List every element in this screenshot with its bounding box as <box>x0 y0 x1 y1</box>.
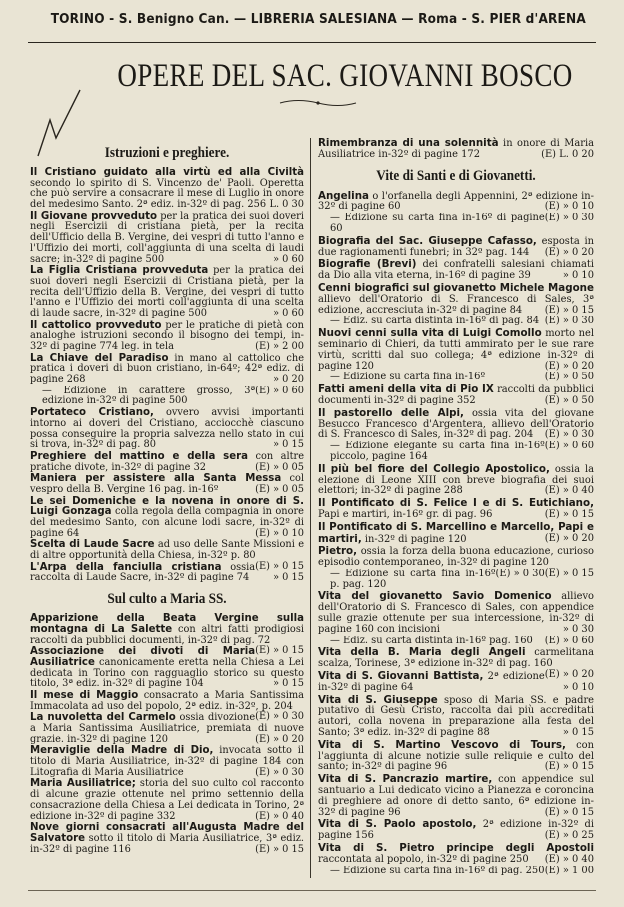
catalog-entry <box>318 498 594 521</box>
entry-price: » 0 60 <box>273 253 304 265</box>
entry-title: Il Cristiano guidato alla virtù ed alla Civiltà <box>30 167 304 178</box>
catalog-entry <box>318 740 594 773</box>
entry-price: (E) » 0 20 <box>255 733 304 745</box>
entry-description: in-32º di pagine 120 <box>364 533 467 545</box>
entry-price: (E) » 2 00 <box>255 341 304 352</box>
entry-title: Associazione dei divoti di Maria Ausiliatrice <box>30 646 256 668</box>
entry-title: Maria Ausiliatrice; <box>30 778 136 790</box>
catalog-entry <box>318 191 594 235</box>
entry-description: ad uso delle Sante Missioni e di altre opportunità della Chiesa, in-32º p. 80 <box>30 539 304 562</box>
entry-description: allievo dell'Oratorio di S. Francesco di Sales, 3ª edizione, accresciuta in-32º di pagine 84 <box>318 293 594 316</box>
entry-description: raccontata al popolo, in-32º di pagine 250 <box>318 853 529 865</box>
entry-description: dei confratelli salesiani chiamati da Dio alla vita eterna, in-16º di pagine 39 <box>318 259 595 282</box>
entry-description: ossia la elezione di Leone XIII con breve biografia dei suoi elettori; in-32º di pagine 288 <box>318 463 595 497</box>
entry-price: (E) » 0 20 <box>544 246 594 258</box>
entry-title: Angelina <box>318 189 369 202</box>
subedition-text: — Ediz. su carta distinta in-16º pag. 160 <box>330 635 533 646</box>
entry-description: ovvero avvisi importanti intorno ai doveri del Cristiano, acciocchè ciascuno possa conseguire la propria salvezza nello stato in cui si trova, in-32º di pag. 80 <box>30 407 305 451</box>
catalog-entry <box>318 236 594 259</box>
entry-price: » 0 30 <box>562 623 594 635</box>
entry-title: Vita di S. Pancrazio martire, <box>318 773 493 786</box>
catalog-entry <box>30 266 304 319</box>
entry-price: (E) » 0 30 <box>544 429 594 441</box>
entry-price: (E) » 0 15 <box>544 806 594 818</box>
subedition-price: (E) » 1 00 <box>544 865 594 876</box>
entry-subedition <box>30 386 304 407</box>
entry-title: Nove giorni consacrati all'Augusta Madre del Salvatore <box>30 822 304 844</box>
entry-price: (E) » 0 40 <box>544 485 594 497</box>
entry-title: Il Pontificato di S. Felice I e di S. Eutichiano, <box>318 497 594 510</box>
subedition-text: — Edizione su carta fina in-16º <box>330 372 486 383</box>
entry-price: (E) » 0 10 <box>544 201 594 213</box>
entry-title: Il pastorello delle Alpi, <box>318 406 464 419</box>
entry-title: Vita di S. Giuseppe <box>318 693 438 706</box>
entry-description: per la pratica dei suoi doveri negli Esercizii di cristiana pietà, per la recita dell'Ufficio della B. Vergine, dei vespri di tutto l'anno e l'Uffizio dei morti, coll'aggiunta di una scelta di laudi sacre; in-32º di pagine 500 <box>30 210 304 265</box>
entry-title: Preghiere del mattino e della sera <box>30 450 249 462</box>
entries-istruzioni <box>30 168 304 584</box>
entry-title: Vita della B. Maria degli Angeli <box>318 646 526 659</box>
entry-title: La Figlia Cristiana provveduta <box>30 265 209 277</box>
entry-description: con l'aggiunta di alcune notizie sulle reliquie e culto del santo; in-32º di pagine 96 <box>318 739 594 773</box>
entry-price: (E) » 0 05 <box>255 483 304 495</box>
entry-price: » 0 15 <box>273 572 304 584</box>
entry-price: (E) » 0 40 <box>255 810 304 822</box>
catalog-entry <box>318 546 594 590</box>
entry-description: morto nel seminario di Chieri, da tutti ammirato per le sue rare virtù, scritti dal suo collega; 4ª edizione in-32º di pagine 120 <box>318 328 595 372</box>
entry-title: Vita del giovanetto Savio Domenico <box>318 590 552 603</box>
entry-title: Cenni biografici sul giovanetto Michele Magone <box>318 281 594 294</box>
section-title-culto-maria: Sul culto a Maria SS. <box>107 591 227 608</box>
subedition-price: (E) » 0 60 <box>544 441 594 452</box>
right-column <box>318 138 594 877</box>
subedition-price: (E) » 0 50 <box>544 372 594 383</box>
entry-price: (E) » 0 25 <box>544 830 594 842</box>
entry-price: (E) » 0 30 <box>255 711 304 723</box>
entry-price: (E) » 0 20 <box>544 532 594 544</box>
entry-description: esposta in due ragionamenti funebri; in 32º pag. 144 <box>318 235 595 258</box>
entry-price: L. 0 30 <box>269 199 304 211</box>
entry-price: (E) » 0 15 <box>255 560 304 572</box>
catalog-entry <box>318 774 594 818</box>
entry-title: Il cattolico provveduto <box>30 319 162 331</box>
subedition-price: (E) » 0 60 <box>544 635 594 646</box>
entry-description: 2ª edizione in-32º di pagine 64 <box>318 671 545 693</box>
entry-subedition <box>318 316 594 327</box>
entry-price: (E) » 0 05 <box>255 461 304 473</box>
entry-price: (E) » 0 20 <box>544 669 594 681</box>
catalog-entry <box>30 497 304 540</box>
entry-price: (E) » 0 30 <box>255 766 304 778</box>
catalog-entry <box>318 591 594 646</box>
entry-description: carmelitana scalza, Torinese, 3ª edizione in-32º di pag. 160 <box>318 647 595 670</box>
entry-price: (E) L. 0 20 <box>541 148 594 160</box>
catalog-entry <box>30 408 304 451</box>
entry-title: Scelta di Laude Sacre <box>30 539 155 551</box>
entry-description: in onore di Maria Ausiliatrice in-32º di pagine 172 <box>318 138 594 160</box>
catalog-entry <box>318 283 594 327</box>
entry-title: Il Giovane provveduto <box>30 210 157 222</box>
subedition-text: — Edizione su carta fina in-16º di pagine 60 <box>330 213 545 234</box>
entry-subedition <box>318 441 594 463</box>
entry-title: Vita di S. Paolo apostolo, <box>318 818 477 831</box>
entry-title: La Chiave del Paradiso <box>30 352 169 364</box>
entry-title: Meraviglie della Madre di Dio, <box>30 745 214 757</box>
entry-description: ossia la forza della buona educazione, curioso episodio contemporaneo, in-32º di pagine 120 <box>318 546 594 569</box>
entry-description: 2ª edizione in-32º di pagine 156 <box>318 819 595 842</box>
subedition-text: — Ediz. su carta distinta in-16º di pag. 84 <box>330 316 540 327</box>
entry-description: Papi e martiri, in-16º gr. di pag. 96 <box>318 508 493 520</box>
entry-rimembranza <box>318 138 594 161</box>
entry-description: con appendice sul santuario a Lui dedicato vicino a Pianezza e coroncina di preghiere ad onore di detto santo, 6ª edizione in-32º di pagine 96 <box>318 774 594 818</box>
entry-title: Le sei Domeniche e la novena in onore di S. Luigi Gonzaga <box>30 495 304 518</box>
entry-description: o l'orfanella degli Appennini, 2ª edizione in-32º di pagine 60 <box>318 190 594 213</box>
entries-culto-maria <box>30 614 304 855</box>
entry-subedition <box>318 866 594 877</box>
entry-description: con altri fatti prodigiosi raccolti da pubblici documenti, in-32º di pag. 72 <box>30 623 304 646</box>
entry-description: colla regola della compagnia in onore del medesimo Santo, con alcune lodi sacre, in-32º di pagine 64 <box>30 506 304 539</box>
catalog-entry <box>318 408 594 463</box>
subedition-price: (E) » 0 30 <box>544 316 594 327</box>
subedition-text: — Edizione in carattere grosso, 3ª edizione in-32º di pagine 500 <box>42 385 256 407</box>
entry-price: (E) » 0 15 <box>544 304 594 316</box>
section-title-istruzioni: Istruzioni e preghiere. <box>104 145 230 161</box>
entry-price: (E) » 0 15 <box>255 645 304 657</box>
subedition-text: — Edizione su carta fina in-16º p. pag. 120 <box>330 568 496 590</box>
subedition-text: — Edizione su carta fina in-16º di pag. 250 <box>330 865 545 876</box>
entry-price: » 0 15 <box>562 727 594 739</box>
catalog-entry <box>30 452 304 473</box>
catalog-entry <box>30 212 304 265</box>
entry-price: » 0 20 <box>273 374 304 386</box>
entry-description: per le pratiche di pietà con analoghe istruzioni secondo il bisogno dei tempi, in-32º di pagine 774 leg. in tela <box>30 319 304 352</box>
entry-description: ossia vita del giovane Besucco Francesco d'Argentera, allievo dell'Oratorio di S. Francesco di Sales, in-32º di pag. 204 <box>318 407 595 441</box>
section-title-vite: Vite di Santi e di Giovanetti. <box>376 167 536 184</box>
entry-price: (E) » 0 15 <box>255 843 304 855</box>
entry-price: » 0 60 <box>273 307 304 319</box>
entry-title: L'Arpa della fanciulla cristiana <box>30 561 222 573</box>
entry-title: Pietro, <box>318 545 358 558</box>
left-column <box>30 138 304 856</box>
entry-title: Il Pontificato di S. Marcellino e Marcello, Papi e martiri, <box>318 520 594 545</box>
entry-title: La nuvoletta del Carmelo <box>30 712 176 724</box>
entry-subedition <box>318 213 594 235</box>
subedition-text: — Edizione elegante su carta fina in-16º piccolo, pagine 164 <box>330 441 545 462</box>
column-divider <box>310 138 311 878</box>
catalog-entry <box>30 168 304 211</box>
entry-price: (E) » 0 50 <box>544 394 594 406</box>
entry-price: (E) » 0 40 <box>544 853 594 865</box>
entry-price: (E) » 0 20 <box>544 360 594 372</box>
entry-title: Rimembranza di una solennità <box>318 137 499 149</box>
subedition-price: (E) » 0 30 <box>544 213 594 224</box>
catalog-entry <box>30 354 304 407</box>
entry-description: per la pratica dei suoi doveri negli Esercizii di Cristiana pietà, per la recita dell'Uffizio della B. Vergine, dei vespri di tutto l'anno e l'Uffizio dei morti coll'aggiunta di una scelta di laude sacre, in-32º di pagine 500 <box>30 265 304 319</box>
entries-vite <box>318 191 594 877</box>
entry-price: » 0 15 <box>273 439 304 451</box>
entry-description: canonicamente eretta nella Chiesa a Lei dedicata in Torino con ragguaglio storico su questo titolo, 3ª ediz. in-32º di pagine 104 <box>30 656 304 690</box>
entry-description: col vespro della B. Vergine 16 pag. in-16º <box>30 473 304 495</box>
catalog-entry <box>318 819 594 842</box>
entry-subedition <box>318 372 594 383</box>
entry-price: » 0 15 <box>273 678 304 690</box>
entry-description: in mano al cattolico che pratica i doveri di buon cristiano, in-64º; 42ª ediz. di pagine 268 <box>30 352 304 386</box>
catalog-entry <box>318 328 594 383</box>
entry-title: Nuovi cenni sulla vita di Luigi Comollo <box>318 327 542 340</box>
catalog-entry <box>318 384 594 407</box>
entry-price: (E) » 0 15 <box>544 567 594 579</box>
footer-rule <box>28 890 596 891</box>
entry-title: Biografia del Sac. Giuseppe Cafasso, <box>318 234 537 247</box>
entry-price: (E) » 0 10 <box>255 527 304 539</box>
catalog-entry <box>318 522 594 546</box>
catalog-entry <box>318 464 594 497</box>
entry-description: ossia raccolta di Laude Sacre, in-32º di pagine 74 <box>30 561 256 584</box>
entry-description: raccolti da pubblici documenti in-32º di pagine 352 <box>318 384 595 406</box>
entry-description: invocata sotto il titolo di Maria Ausiliatrice, in-32º di pagine 184 con Litografia di Maria Ausiliatrice <box>30 745 304 778</box>
entry-title: Portateco Cristiano, <box>30 407 154 419</box>
running-head: TORINO - S. Benigno Can. — LIBRERIA SALESIANA — Roma - S. PIER d'ARENA <box>50 12 586 27</box>
title-ornament <box>278 98 358 108</box>
entry-title: Vita di S. Giovanni Battista, <box>318 670 484 683</box>
catalog-entry <box>318 695 594 739</box>
entry-description: sotto il titolo di Maria Ausiliatrice, 3ª ediz. in-32º di pagine 116 <box>30 832 304 855</box>
entry-title: Il mese di Maggio <box>30 689 139 701</box>
header-rule <box>28 42 596 43</box>
main-title: OPERE DEL SAC. GIOVANNI BOSCO <box>117 58 573 94</box>
entry-title: Maniera per assistere alla Santa Messa <box>30 473 282 485</box>
entry-price: » 0 10 <box>562 270 594 282</box>
entry-price: (E) » 0 15 <box>544 508 594 520</box>
entry-price: » 0 10 <box>562 681 594 693</box>
catalog-entry <box>318 843 594 876</box>
entry-title: Vita di S. Pietro principe degli Apostoli <box>318 842 594 855</box>
entry-title: Vita di S. Martino Vescovo di Tours, <box>318 738 566 751</box>
entry-price: (E) » 0 15 <box>544 761 594 773</box>
catalog-entry <box>30 823 304 855</box>
catalog-entry <box>318 259 594 282</box>
entry-description: allievo dell'Oratorio di S. Francesco di Sales, con appendice sulle grazie ottenute per sua intercessione, in-32º di pagine 160 con incisioni <box>318 591 594 635</box>
catalog-entry <box>30 474 304 495</box>
subedition-price: (E) » 0 30 <box>495 568 545 579</box>
entry-title: Apparizione della Beata Vergine sulla montagna di La Salette <box>30 613 304 635</box>
catalog-entry <box>30 746 304 778</box>
entry-subedition <box>318 569 545 591</box>
entry-subedition <box>318 636 594 647</box>
entry-description: secondo lo spirito di S. Vincenzo de' Paoli. Operetta che può servire a consacrare il mese di Luglio in onore del medesimo Santo. 2ª ediz. in-32º di pag. 256 <box>30 177 304 211</box>
entry-title: Il più bel fiore del Collegio Apostolico, <box>318 462 550 475</box>
catalog-entry <box>318 138 594 161</box>
entry-description: storia del suo culto col racconto di alcune grazie ottenute nel primo settennio della consacrazione della Chiesa a Lei dedicata in Torino, 2ª edizione in-32º di pagine 332 <box>30 778 304 822</box>
catalog-entry <box>30 321 304 353</box>
entry-title: Fatti ameni della vita di Pio IX <box>318 383 494 396</box>
entry-description: ossia divozione a Maria Santissima Ausiliatrice, premiata di nuove grazie. in-32º di pagine 120 <box>30 712 304 745</box>
entry-title: Biografie (Brevi) <box>318 258 417 271</box>
entry-description: sposo di Maria SS. e padre putativo di Gesù Cristo, raccolta dai più accreditati autori, colla novena in preparazione alla festa del Santo; 3ª ediz. in-32º di pagine 88 <box>318 694 595 739</box>
subedition-price: (E) » 0 60 <box>255 385 304 396</box>
entry-description: consacrato a Maria Santissima Immacolata ad uso del popolo, 2ª ediz. in-32º, p. 204 <box>30 689 305 712</box>
catalog-entry <box>30 779 304 822</box>
entry-description: con altre pratiche divote, in-32º di pagine 32 <box>30 450 304 473</box>
